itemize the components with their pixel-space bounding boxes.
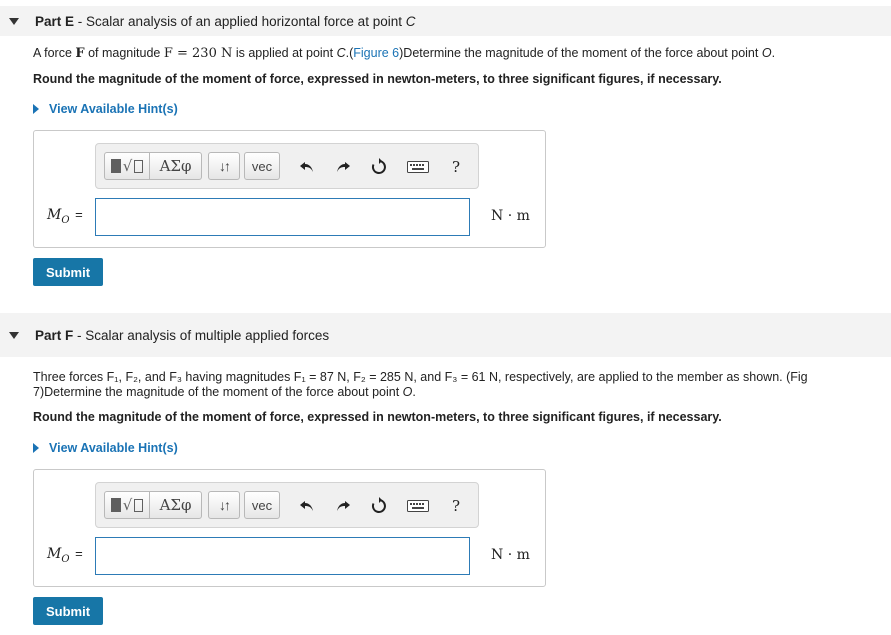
part-e-round-instruction: Round the magnitude of the moment of force, expressed in newton-meters, to three significant figures, if necessary.: [33, 72, 722, 86]
help-icon[interactable]: ?: [451, 497, 461, 515]
expand-triangle-icon: [33, 104, 39, 114]
keyboard-icon[interactable]: [405, 156, 431, 178]
reset-icon[interactable]: [368, 156, 390, 178]
moment-label: $M_O$ =: [47, 546, 83, 565]
expand-triangle-icon: [33, 443, 39, 453]
vec-group: [244, 152, 280, 180]
redo-icon[interactable]: [332, 495, 354, 517]
part-f-header[interactable]: [0, 313, 891, 357]
template-group: [104, 152, 202, 180]
vector-button[interactable]: vec: [251, 158, 273, 174]
figure-6-link[interactable]: Figure 6: [353, 46, 400, 60]
part-f-problem-line-2: 7)Determine the magnitude of the moment of the force about point O.: [33, 385, 416, 399]
part-e-title: Part E - Scalar analysis of an applied horizontal force at point C: [35, 13, 416, 29]
templates-icon: √: [111, 157, 144, 175]
templates-button[interactable]: [105, 492, 150, 518]
part-e-header[interactable]: [0, 6, 891, 36]
unit-label: N · m: [491, 208, 530, 224]
hint-label: View Available Hint(s): [49, 102, 178, 116]
vec-group: [244, 491, 280, 519]
unit-label: N · m: [491, 547, 530, 563]
vector-button[interactable]: vec: [251, 497, 273, 513]
help-icon[interactable]: ?: [451, 158, 461, 176]
part-e-submit-button[interactable]: Submit: [33, 258, 103, 286]
collapse-caret-icon[interactable]: [9, 332, 19, 339]
part-f-submit-button[interactable]: Submit: [33, 597, 103, 625]
part-f-problem-line-1: Three forces F₁, F₂, and F₃ having magnitudes F₁ = 87 N, F₂ = 285 N, and F₃ = 61 N, respectively, are applied to the member as shown. (Fig: [33, 370, 808, 384]
template-group: [104, 491, 202, 519]
subscript-group: [208, 152, 240, 180]
greek-symbols-button[interactable]: ΑΣφ: [159, 157, 192, 175]
math-toolbar: [95, 143, 479, 189]
subscript-group: [208, 491, 240, 519]
part-e-hint-toggle[interactable]: [33, 102, 178, 116]
reset-icon[interactable]: [368, 495, 390, 517]
greek-symbols-button[interactable]: ΑΣφ: [159, 496, 192, 514]
undo-icon[interactable]: [296, 156, 318, 178]
subscript-superscript-button[interactable]: ↓↑: [219, 497, 229, 513]
part-e-answer-input[interactable]: [95, 198, 470, 236]
hint-label: View Available Hint(s): [49, 441, 178, 455]
keyboard-icon[interactable]: [405, 495, 431, 517]
undo-icon[interactable]: [296, 495, 318, 517]
collapse-caret-icon[interactable]: [9, 18, 19, 25]
subscript-superscript-button[interactable]: ↓↑: [219, 158, 229, 174]
moment-label: $M_O$ =: [47, 207, 83, 226]
part-f-answer-input[interactable]: [95, 537, 470, 575]
part-f-hint-toggle[interactable]: [33, 441, 178, 455]
templates-icon: √: [111, 496, 144, 514]
part-e-problem-text: A force F of magnitude F = 230 N is applied at point C.(Figure 6)Determine the magnitude of the moment of the force about point O.: [33, 46, 776, 61]
part-e-answer-box: [33, 130, 546, 248]
redo-icon[interactable]: [332, 156, 354, 178]
templates-button[interactable]: [105, 153, 150, 179]
part-f-title: Part F - Scalar analysis of multiple applied forces: [35, 327, 330, 343]
part-f-answer-box: [33, 469, 546, 587]
math-toolbar: [95, 482, 479, 528]
part-f-round-instruction: Round the magnitude of the moment of force, expressed in newton-meters, to three significant figures, if necessary.: [33, 410, 722, 424]
